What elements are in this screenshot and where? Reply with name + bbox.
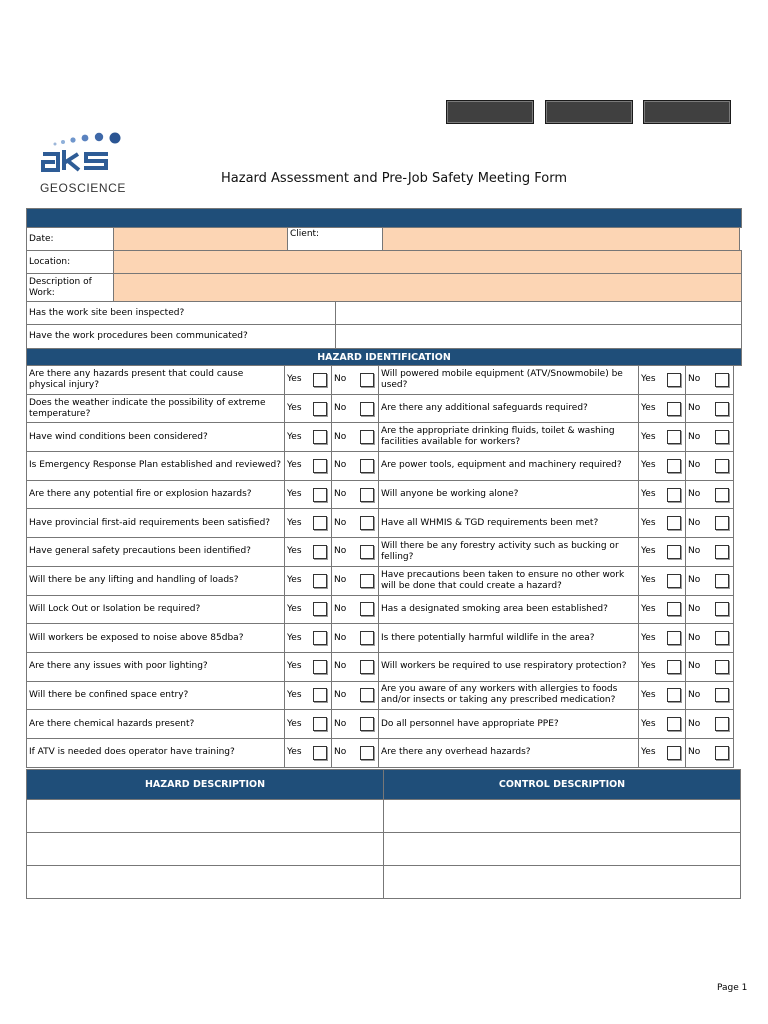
yes-option-label: Yes bbox=[287, 374, 302, 385]
question-row bbox=[26, 365, 741, 394]
checkbox[interactable] bbox=[313, 459, 327, 473]
yes-option bbox=[284, 681, 332, 711]
question-row bbox=[26, 451, 741, 480]
no-option bbox=[685, 508, 734, 538]
checkbox[interactable] bbox=[313, 373, 327, 387]
question-text: Are there any hazards present that could cause physical injury? bbox=[26, 365, 285, 395]
yes-option-label: Yes bbox=[641, 603, 656, 614]
question-text: Are there chemical hazards present? bbox=[26, 709, 285, 739]
question-text: Are the appropriate drinking fluids, toilet & washing facilities available for workers? bbox=[378, 422, 639, 452]
checkbox[interactable] bbox=[313, 688, 327, 702]
checkbox[interactable] bbox=[715, 402, 729, 416]
yes-option bbox=[284, 623, 332, 653]
no-option bbox=[331, 738, 379, 768]
question-text: Have all WHMIS & TGD requirements been met? bbox=[378, 508, 639, 538]
communicated-question: Have the work procedures been communicated? bbox=[26, 324, 336, 349]
no-option-label: No bbox=[688, 661, 701, 672]
question-text: Will there be confined space entry? bbox=[26, 681, 285, 711]
question-row bbox=[26, 681, 741, 710]
no-option bbox=[331, 709, 379, 739]
yes-option-label: Yes bbox=[641, 517, 656, 528]
no-option bbox=[685, 681, 734, 711]
question-text: If ATV is needed does operator have training? bbox=[26, 738, 285, 768]
no-option-label: No bbox=[334, 403, 347, 414]
no-option bbox=[331, 623, 379, 653]
no-option bbox=[331, 451, 379, 481]
question-text: Will powered mobile equipment (ATV/Snowmobile) be used? bbox=[378, 365, 639, 395]
checkbox[interactable] bbox=[667, 717, 681, 731]
no-option-label: No bbox=[334, 546, 347, 557]
no-option-label: No bbox=[334, 489, 347, 500]
no-option bbox=[331, 365, 379, 395]
checkbox[interactable] bbox=[667, 430, 681, 444]
checkbox[interactable] bbox=[715, 688, 729, 702]
toolbar-button-2[interactable] bbox=[545, 100, 633, 124]
no-option bbox=[685, 394, 734, 424]
checkbox[interactable] bbox=[360, 574, 374, 588]
checkbox[interactable] bbox=[667, 516, 681, 530]
yes-option-label: Yes bbox=[641, 747, 656, 758]
yes-option bbox=[638, 681, 686, 711]
hazard-description-field[interactable] bbox=[26, 799, 384, 833]
checkbox[interactable] bbox=[360, 660, 374, 674]
checkbox[interactable] bbox=[715, 516, 729, 530]
checkbox[interactable] bbox=[313, 717, 327, 731]
question-text: Are power tools, equipment and machinery required? bbox=[378, 451, 639, 481]
checkbox[interactable] bbox=[313, 631, 327, 645]
toolbar-button-3[interactable] bbox=[643, 100, 731, 124]
question-text: Have provincial first-aid requirements been satisfied? bbox=[26, 508, 285, 538]
control-description-header: CONTROL DESCRIPTION bbox=[383, 769, 741, 800]
client-field[interactable] bbox=[382, 227, 740, 251]
form-header-bar bbox=[26, 208, 742, 228]
no-option-label: No bbox=[688, 747, 701, 758]
yes-option-label: Yes bbox=[641, 689, 656, 700]
no-option bbox=[685, 480, 734, 510]
no-option-label: No bbox=[334, 661, 347, 672]
yes-option bbox=[638, 738, 686, 768]
no-option bbox=[685, 709, 734, 739]
question-text: Does the weather indicate the possibility of extreme temperature? bbox=[26, 394, 285, 424]
question-row bbox=[26, 537, 741, 566]
question-text: Will workers be exposed to noise above 85dba? bbox=[26, 623, 285, 653]
hazard-description-field[interactable] bbox=[26, 832, 384, 866]
yes-option-label: Yes bbox=[641, 460, 656, 471]
control-description-field[interactable] bbox=[383, 799, 741, 833]
yes-option bbox=[638, 537, 686, 567]
logo-text: GEOSCIENCE bbox=[40, 181, 127, 195]
no-option bbox=[331, 681, 379, 711]
checkbox[interactable] bbox=[313, 660, 327, 674]
checkbox[interactable] bbox=[667, 746, 681, 760]
yes-option-label: Yes bbox=[287, 575, 302, 586]
no-option bbox=[331, 394, 379, 424]
checkbox[interactable] bbox=[360, 631, 374, 645]
checkbox[interactable] bbox=[360, 459, 374, 473]
yes-option-label: Yes bbox=[641, 403, 656, 414]
page-number: Page 1 bbox=[717, 983, 748, 993]
no-option-label: No bbox=[334, 460, 347, 471]
question-row bbox=[26, 595, 741, 624]
no-option bbox=[331, 480, 379, 510]
question-text: Have general safety precautions been identified? bbox=[26, 537, 285, 567]
yes-option-label: Yes bbox=[641, 661, 656, 672]
checkbox[interactable] bbox=[715, 574, 729, 588]
hazard-description-header: HAZARD DESCRIPTION bbox=[26, 769, 384, 800]
location-field[interactable] bbox=[113, 250, 742, 274]
yes-option bbox=[284, 709, 332, 739]
checkbox[interactable] bbox=[715, 602, 729, 616]
client-label: Client: bbox=[287, 227, 383, 251]
yes-option bbox=[638, 595, 686, 625]
inspected-question: Has the work site been inspected? bbox=[26, 301, 336, 325]
checkbox[interactable] bbox=[360, 402, 374, 416]
yes-option-label: Yes bbox=[287, 632, 302, 643]
checkbox[interactable] bbox=[667, 459, 681, 473]
location-label: Location: bbox=[26, 250, 114, 274]
toolbar-button-1[interactable] bbox=[446, 100, 534, 124]
yes-option-label: Yes bbox=[287, 603, 302, 614]
control-description-field[interactable] bbox=[383, 865, 741, 899]
checkbox[interactable] bbox=[715, 373, 729, 387]
no-option-label: No bbox=[688, 689, 701, 700]
yes-option bbox=[284, 480, 332, 510]
yes-option bbox=[284, 422, 332, 452]
checkbox[interactable] bbox=[313, 430, 327, 444]
safety-form bbox=[26, 208, 741, 898]
question-row bbox=[26, 652, 741, 681]
no-option-label: No bbox=[688, 403, 701, 414]
checkbox[interactable] bbox=[667, 373, 681, 387]
question-text: Are there any potential fire or explosion hazards? bbox=[26, 480, 285, 510]
question-row bbox=[26, 738, 741, 767]
question-row bbox=[26, 394, 741, 423]
company-logo bbox=[36, 130, 136, 196]
no-option-label: No bbox=[688, 489, 701, 500]
checkbox[interactable] bbox=[313, 516, 327, 530]
no-option bbox=[331, 422, 379, 452]
yes-option-label: Yes bbox=[641, 718, 656, 729]
question-text: Will there be any forestry activity such as bucking or felling? bbox=[378, 537, 639, 567]
control-description-field[interactable] bbox=[383, 832, 741, 866]
checkbox[interactable] bbox=[313, 746, 327, 760]
no-option bbox=[331, 508, 379, 538]
checkbox[interactable] bbox=[667, 574, 681, 588]
no-option bbox=[685, 595, 734, 625]
no-option-label: No bbox=[688, 431, 701, 442]
yes-option-label: Yes bbox=[287, 460, 302, 471]
no-option-label: No bbox=[688, 718, 701, 729]
no-option bbox=[331, 652, 379, 682]
no-option bbox=[685, 652, 734, 682]
checkbox[interactable] bbox=[360, 488, 374, 502]
yes-option bbox=[638, 480, 686, 510]
question-row bbox=[26, 709, 741, 738]
yes-option-label: Yes bbox=[287, 431, 302, 442]
yes-option bbox=[284, 537, 332, 567]
question-text: Have wind conditions been considered? bbox=[26, 422, 285, 452]
no-option bbox=[685, 422, 734, 452]
communicated-answer[interactable] bbox=[335, 324, 742, 349]
no-option-label: No bbox=[688, 460, 701, 471]
checkbox[interactable] bbox=[667, 660, 681, 674]
checkbox[interactable] bbox=[360, 516, 374, 530]
no-option-label: No bbox=[334, 431, 347, 442]
yes-option bbox=[284, 394, 332, 424]
description-field[interactable] bbox=[113, 273, 742, 302]
checkbox[interactable] bbox=[313, 574, 327, 588]
yes-option bbox=[284, 508, 332, 538]
checkbox[interactable] bbox=[360, 545, 374, 559]
yes-option-label: Yes bbox=[641, 489, 656, 500]
checkbox[interactable] bbox=[715, 545, 729, 559]
no-option bbox=[685, 365, 734, 395]
question-text: Is Emergency Response Plan established and reviewed? bbox=[26, 451, 285, 481]
checkbox[interactable] bbox=[360, 717, 374, 731]
no-option-label: No bbox=[334, 747, 347, 758]
yes-option bbox=[638, 652, 686, 682]
yes-option-label: Yes bbox=[287, 747, 302, 758]
no-option bbox=[685, 623, 734, 653]
hazard-description-field[interactable] bbox=[26, 865, 384, 899]
checkbox[interactable] bbox=[667, 602, 681, 616]
inspected-answer[interactable] bbox=[335, 301, 742, 325]
no-option bbox=[685, 537, 734, 567]
checkbox[interactable] bbox=[667, 545, 681, 559]
no-option bbox=[685, 566, 734, 596]
checkbox[interactable] bbox=[715, 746, 729, 760]
yes-option-label: Yes bbox=[287, 489, 302, 500]
yes-option bbox=[284, 365, 332, 395]
no-option bbox=[331, 595, 379, 625]
checkbox[interactable] bbox=[715, 631, 729, 645]
checkbox[interactable] bbox=[715, 488, 729, 502]
no-option-label: No bbox=[334, 632, 347, 643]
question-rows bbox=[26, 365, 741, 767]
no-option-label: No bbox=[688, 575, 701, 586]
no-option-label: No bbox=[688, 603, 701, 614]
checkbox[interactable] bbox=[360, 373, 374, 387]
yes-option-label: Yes bbox=[641, 374, 656, 385]
yes-option bbox=[638, 623, 686, 653]
no-option-label: No bbox=[334, 575, 347, 586]
checkbox[interactable] bbox=[715, 660, 729, 674]
question-text: Are you aware of any workers with allergies to foods and/or insects or taking any prescribed medication? bbox=[378, 681, 639, 711]
no-option bbox=[685, 451, 734, 481]
question-text: Are there any additional safeguards required? bbox=[378, 394, 639, 424]
hazard-identification-header: HAZARD IDENTIFICATION bbox=[26, 348, 742, 366]
checkbox[interactable] bbox=[667, 631, 681, 645]
yes-option bbox=[638, 394, 686, 424]
question-text: Will Lock Out or Isolation be required? bbox=[26, 595, 285, 625]
question-row bbox=[26, 422, 741, 451]
question-text: Are there any issues with poor lighting? bbox=[26, 652, 285, 682]
yes-option bbox=[638, 566, 686, 596]
yes-option-label: Yes bbox=[287, 689, 302, 700]
question-text: Will anyone be working alone? bbox=[378, 480, 639, 510]
no-option-label: No bbox=[334, 718, 347, 729]
no-option-label: No bbox=[688, 517, 701, 528]
checkbox[interactable] bbox=[667, 688, 681, 702]
no-option-label: No bbox=[688, 374, 701, 385]
yes-option bbox=[284, 595, 332, 625]
yes-option bbox=[638, 365, 686, 395]
yes-option bbox=[284, 738, 332, 768]
no-option-label: No bbox=[688, 546, 701, 557]
no-option bbox=[685, 738, 734, 768]
yes-option bbox=[638, 508, 686, 538]
no-option-label: No bbox=[688, 632, 701, 643]
checkbox[interactable] bbox=[360, 746, 374, 760]
yes-option-label: Yes bbox=[287, 517, 302, 528]
no-option bbox=[331, 537, 379, 567]
checkbox[interactable] bbox=[313, 545, 327, 559]
checkbox[interactable] bbox=[715, 459, 729, 473]
yes-option bbox=[638, 451, 686, 481]
checkbox[interactable] bbox=[313, 402, 327, 416]
checkbox[interactable] bbox=[313, 488, 327, 502]
yes-option-label: Yes bbox=[287, 546, 302, 557]
question-text: Will there be any lifting and handling of loads? bbox=[26, 566, 285, 596]
question-row bbox=[26, 480, 741, 509]
yes-option-label: Yes bbox=[287, 403, 302, 414]
checkbox[interactable] bbox=[667, 402, 681, 416]
no-option bbox=[331, 566, 379, 596]
no-option-label: No bbox=[334, 517, 347, 528]
yes-option bbox=[638, 422, 686, 452]
date-label: Date: bbox=[26, 227, 114, 251]
yes-option bbox=[284, 451, 332, 481]
checkbox[interactable] bbox=[360, 602, 374, 616]
question-text: Do all personnel have appropriate PPE? bbox=[378, 709, 639, 739]
yes-option bbox=[284, 652, 332, 682]
yes-option bbox=[284, 566, 332, 596]
checkbox[interactable] bbox=[715, 430, 729, 444]
yes-option-label: Yes bbox=[641, 431, 656, 442]
checkbox[interactable] bbox=[360, 430, 374, 444]
checkbox[interactable] bbox=[313, 602, 327, 616]
question-text: Have precautions been taken to ensure no other work will be done that could create a hazard? bbox=[378, 566, 639, 596]
question-text: Are there any overhead hazards? bbox=[378, 738, 639, 768]
no-option-label: No bbox=[334, 603, 347, 614]
question-text: Has a designated smoking area been established? bbox=[378, 595, 639, 625]
question-text: Will workers be required to use respiratory protection? bbox=[378, 652, 639, 682]
yes-option-label: Yes bbox=[641, 575, 656, 586]
question-row bbox=[26, 566, 741, 595]
no-option-label: No bbox=[334, 374, 347, 385]
question-row bbox=[26, 508, 741, 537]
yes-option bbox=[638, 709, 686, 739]
yes-option-label: Yes bbox=[641, 632, 656, 643]
yes-option-label: Yes bbox=[287, 661, 302, 672]
yes-option-label: Yes bbox=[641, 546, 656, 557]
description-label: Description of Work: bbox=[26, 273, 114, 302]
checkbox[interactable] bbox=[715, 717, 729, 731]
checkbox[interactable] bbox=[667, 488, 681, 502]
yes-option-label: Yes bbox=[287, 718, 302, 729]
no-option-label: No bbox=[334, 689, 347, 700]
date-field[interactable] bbox=[113, 227, 288, 251]
form-title: Hazard Assessment and Pre-Job Safety Meeting Form bbox=[221, 171, 567, 186]
question-row bbox=[26, 623, 741, 652]
checkbox[interactable] bbox=[360, 688, 374, 702]
question-text: Is there potentially harmful wildlife in the area? bbox=[378, 623, 639, 653]
